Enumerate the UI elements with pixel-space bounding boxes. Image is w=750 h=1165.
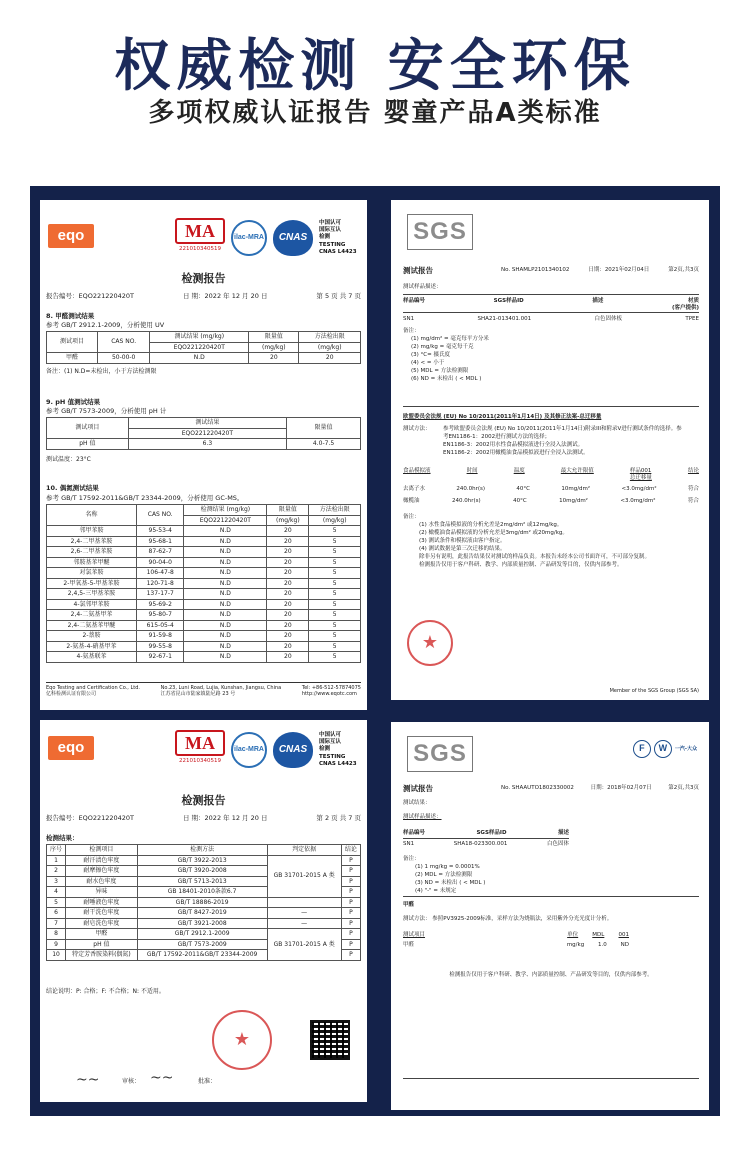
table-row: 4-氨基联苯 92-67-1 N.D 20 5	[47, 652, 361, 663]
section-ph-title: 9. pH 值测试结果	[46, 398, 101, 406]
cnas-caption: 中国认可 国际互认 检测 TESTING CNAS L4423	[319, 220, 357, 255]
signature-reviewer: ~~	[150, 1070, 174, 1086]
section-ph-ref: 参考 GB/T 7573-2009，分析使用 pH 计	[46, 407, 167, 415]
hero-header	[0, 0, 750, 185]
table-row: 5 耐唾液色牢度 GB/T 18886-2019 P	[47, 897, 361, 908]
table-row: 4 异味 GB 18401-2010条款6.7 P	[47, 887, 361, 898]
eqo-report-page-2	[40, 720, 367, 1102]
formaldehyde-table: 测试项目 CAS NO. 测试结果 (mg/kg) 限量值 方法检出限 EQO221220420T (mg/kg) (mg/kg) 甲醛 50-00-0 N.D 20 20	[46, 331, 361, 364]
conclusion-note: 结论说明：P: 合格；F: 不合格；N: 不适用。	[46, 988, 165, 995]
approver-label: 批准：	[198, 1078, 217, 1085]
report-title: 测试报告	[403, 784, 433, 793]
qr-code	[310, 1020, 350, 1060]
eu-section-title: 欧盟委员会法规 (EU) No 10/2011(2011年1月14日) 及其修正法案-总迁移量	[403, 414, 602, 420]
report-meta: 报告编号：EQO221220420T 日 期：2022 年 12 月 20 日 第 5 页 共 7 页	[46, 292, 361, 300]
report-meta: No. SHAMLP2101340102 日期：2021年02月04日 第2页,共3页	[501, 267, 699, 273]
method: 测试方法： 参照PV3925-2009标准，采样方法为烧瓶法，采用紫外分光光度计分析。	[403, 916, 613, 922]
hero-subtitle: 多项权威认证报告 婴童产品A类标准	[148, 98, 602, 128]
notes-2: 备注： (1) 水性食品模拟液的分析允差是2mg/dm² 或12mg/kg。 (2) 橄榄油食品模拟液的分析允差是3mg/dm² 或20mg/kg。 (3) 测试条件和模拟液由客户指定。 (4) 测试数据是第三次迁移的结果。 除非另有说明，此报告结果仅对测试的样品负责。本报告未经本公司书面许可，不可部分复制。 检测报告仅用于客户科研、教学、内部质量控制、产品研发等目的，仅供内部参考。	[403, 514, 651, 568]
table-row: 2-甲氧基-5-甲基苯胺 120-71-8 N.D 20 5	[47, 578, 361, 589]
section-azo-title: 10. 偶氮测试结果	[46, 484, 99, 492]
sample-label: 测试样品描述：	[403, 284, 442, 290]
table-row: 对氯苯胺 106-47-8 N.D 20 5	[47, 568, 361, 579]
eu-method: 测试方法： 参考欧盟委员会法规 (EU) No 10/2011(2011年1月14日)附录III和附录V进行测试条件的选择。参 考EN1186-1：2002进行测试方法的选择； EN1186-3：2002用水性食品模拟液进行全浸入法测试。 EN1186-2：2002用橄榄油食品模拟液进行全浸入法测试。	[403, 426, 682, 456]
table-row: 甲醛 50-00-0 N.D 20 20	[47, 353, 361, 364]
table-row: 2,4-二甲基苯胺 95-68-1 N.D 20 5	[47, 536, 361, 547]
table-row: 6 耐干洗色牢度 GB/T 8427-2019 — P	[47, 908, 361, 919]
table-row: 1 耐汗渍色牢度 GB/T 3922-2013 GB 31701-2015 A 类 P	[47, 855, 361, 866]
ilac-logo: ilac-MRA	[231, 220, 267, 256]
table-row: 去离子水 240.0hr(s) 40°C 10mg/dm² <3.0mg/dm² 符合	[403, 486, 699, 492]
table-row: 2,4-二氨基甲苯 95-80-7 N.D 20 5	[47, 610, 361, 621]
ph-note: 测试温度：23°C	[46, 456, 91, 463]
cnas-caption: 中国认可 国际互认 检测 TESTING CNAS L4423	[319, 732, 357, 767]
cnas-logo: CNAS	[273, 220, 313, 256]
vw-icon: W	[654, 740, 672, 758]
azo-table: 名称 CAS NO. 检测结果 (mg/kg) 限量值 方法检出限 EQO221220420T (mg/kg) (mg/kg) 邻甲苯胺 95-53-4 N.D 20 5 2,4-二甲基苯胺 95-68-1 N.D 20 5 2,6-二甲基苯胺 87-62-7 N.D 20 5 邻胺基苯甲醚 90-04-0 N.D 20 5 对氯苯胺 106-47-8 N.D 20 5 2-甲氧基-5-甲基苯胺 120-71-8 N.D 20 5 2,4,5-三甲基苯胺 137-17-7 N.D 20 5 4-氯邻甲苯胺 95-69-2 N.D 20 5 2,4-二氨基甲苯 95-80-7 N.D 20 5 2,4-二氨基苯甲醚 615-05-4 N.D 20 5 2-萘胺 91-59-8 N.D 20 5 2-氨基-4-硝基甲苯 99-55-8 N.D 20 5 4-氨基联苯 92-67-1 N.D 20 5	[46, 504, 361, 663]
sgs-report-formaldehyde	[391, 722, 709, 1110]
report-title: 测试报告	[403, 266, 433, 275]
sgs-logo: SGS	[407, 214, 473, 250]
footnote: 检测报告仅用于客户科研、教学、内部质量控制、产品研发等目的，仅供内部参考。	[449, 972, 653, 978]
table-row: 2-萘胺 91-59-8 N.D 20 5	[47, 631, 361, 642]
reviewer-label: 审核：	[122, 1078, 141, 1085]
report-title: 检测报告	[181, 794, 226, 807]
eqo-logo: eqo	[48, 736, 94, 760]
sample-row: SN1 SHA21-013401.001 白色固体板 TPEE	[403, 316, 699, 322]
section-formaldehyde-title: 8. 甲醛测试结果	[46, 312, 95, 320]
migration-head: 食品模拟液 时间 温度 最大允许限值 样品001 总迁移量 结论	[403, 468, 699, 481]
signature-tester: ~~	[76, 1072, 100, 1088]
table-row: pH 值 6.3 4.0-7.5	[47, 439, 361, 450]
ph-table: 测试项目 测试结果 限量值 EQO221220420T pH 值 6.3 4.0-7.5	[46, 417, 361, 450]
ma-logo: MA 221010340519	[175, 730, 225, 770]
table-row: 4-氯邻甲苯胺 95-69-2 N.D 20 5	[47, 599, 361, 610]
table-row: 甲醛 mg/kg 1.0 ND	[403, 942, 629, 948]
sample-head: 样品编号 SGS样品ID 描述 材质 (客户提供)	[403, 298, 699, 311]
notes: 备注： (1) 1 mg/kg = 0.0001% (2) MDL = 方法检测限 (3) ND = 未检出 ( < MDL ) (4) "-" = 未规定	[403, 856, 486, 894]
report-title: 检测报告	[181, 272, 226, 285]
report-footer: Eqo Testing and Certification Co., Ltd. 亿科检测认证有限公司 No.23, Luni Road, Lujia, Kunshan, Jiangsu, China 江苏省昆山市陆家镇陆尼路 23 号 Tel: +86-512-57874075 http://www.eqotc.com	[46, 682, 361, 698]
section-azo-ref: 参考 GB/T 17592-2011&GB/T 23344-2009，分析使用 GC-MS。	[46, 494, 244, 502]
ilac-logo: ilac-MRA	[231, 732, 267, 768]
ma-logo: MA 221010340519	[175, 218, 225, 258]
red-seal-stamp: ★	[407, 620, 453, 666]
cert-logos	[175, 216, 361, 260]
sgs-logo: SGS	[407, 736, 473, 772]
cert-logos	[175, 728, 361, 772]
faw-icon: F	[633, 740, 651, 758]
eqo-report-page-5	[40, 200, 367, 710]
formaldehyde-note: 备注：(1) N.D=未检出，小于方法检测限	[46, 368, 157, 375]
red-seal-stamp: ★	[212, 1010, 272, 1070]
sample-row: SN1 SHA18-023300.001 白色固体	[403, 841, 569, 847]
table-row: 2,4,5-三甲基苯胺 137-17-7 N.D 20 5	[47, 589, 361, 600]
table-row: 邻胺基苯甲醚 90-04-0 N.D 20 5	[47, 557, 361, 568]
sample-head: 样品编号 SGS样品ID 描述	[403, 830, 569, 836]
table-row: 2,6-二甲基苯胺 87-62-7 N.D 20 5	[47, 547, 361, 558]
table-row: 7 耐皂洗色牢度 GB/T 3921-2008 — P	[47, 918, 361, 929]
table-row: 2 耐摩擦色牢度 GB/T 3920-2008 P	[47, 866, 361, 877]
conclusion-title: 检测结果：	[46, 834, 79, 842]
hero-title: 权威检测 安全环保	[114, 34, 636, 99]
faw-vw-logo: F W 一汽-大众	[633, 740, 697, 758]
table-row: 3 耐水色牢度 GB/T 5713-2013 P	[47, 876, 361, 887]
table-row: 橄榄油 240.0hr(s) 40°C 10mg/dm² <3.0mg/dm² 符合	[403, 498, 699, 504]
table-row: 2-氨基-4-硝基甲苯 99-55-8 N.D 20 5	[47, 641, 361, 652]
report-meta: No. SHAAUTO1802330002 日期：2018年02月07日 第2页,共3页	[501, 785, 699, 791]
table-row: 9 pH 值 GB/T 7573-2009 P	[47, 939, 361, 950]
eqo-logo: eqo	[48, 224, 94, 248]
table-row: 邻甲苯胺 95-53-4 N.D 20 5	[47, 526, 361, 537]
formaldehyde-title: 甲醛	[403, 902, 415, 908]
cnas-logo: CNAS	[273, 732, 313, 768]
section-formaldehyde-ref: 参考 GB/T 2912.1-2009，分析使用 UV	[46, 321, 165, 329]
results-head: 测试项目 单位 MDL 001	[403, 932, 629, 938]
report-meta: 报告编号：EQO221220420T 日 期：2022 年 12 月 20 日 第 2 页 共 7 页	[46, 814, 361, 822]
sgs-report-migration	[391, 200, 709, 700]
sample-label: 测试样品描述：	[403, 814, 442, 820]
notes: 备注： (1) mg/dm² = 毫克每平方分米 (2) mg/kg = 毫克每千克 (3) °C= 摄氏度 (4) < = 小于 (5) MDL = 方法检测限 (6) ND = 未检出 ( < MDL )	[403, 328, 489, 382]
table-row: 8 甲醛 GB/T 2912.1-2009 GB 31701-2015 A 类 P	[47, 929, 361, 940]
sgs-member-line: Member of the SGS Group (SGS SA)	[609, 688, 699, 694]
table-row: 10 特定芳香胺染料(偶氮) GB/T 17592-2011&GB/T 23344-2009 P	[47, 950, 361, 961]
conclusion-table: 序号 检测项目 检测方法 判定依据 结论 1 耐汗渍色牢度 GB/T 3922-2013 GB 31701-2015 A 类 P 2 耐摩擦色牢度 GB/T 3920-2008 P 3 耐水色牢度 GB/T 5713-2013 P 4 异味 GB 18401-2010条款6.7 P 5 耐唾液色牢度 GB/T 18886-2019 P 6 耐干洗色牢度 GB/T 8427-2019 — P 7 耐皂洗色牢度 GB/T 3921-2008 — P 8 甲醛 GB/T 2912.1-2009 GB 31701-2015 A 类 P 9 pH 值 GB/T 7573-2009 P 10 特定芳香胺染料(偶氮) GB/T 17592-2011&GB/T 23344-2009 P	[46, 844, 361, 961]
table-row: 2,4-二氨基苯甲醚 615-05-4 N.D 20 5	[47, 620, 361, 631]
results-label: 测试结果：	[403, 800, 431, 806]
